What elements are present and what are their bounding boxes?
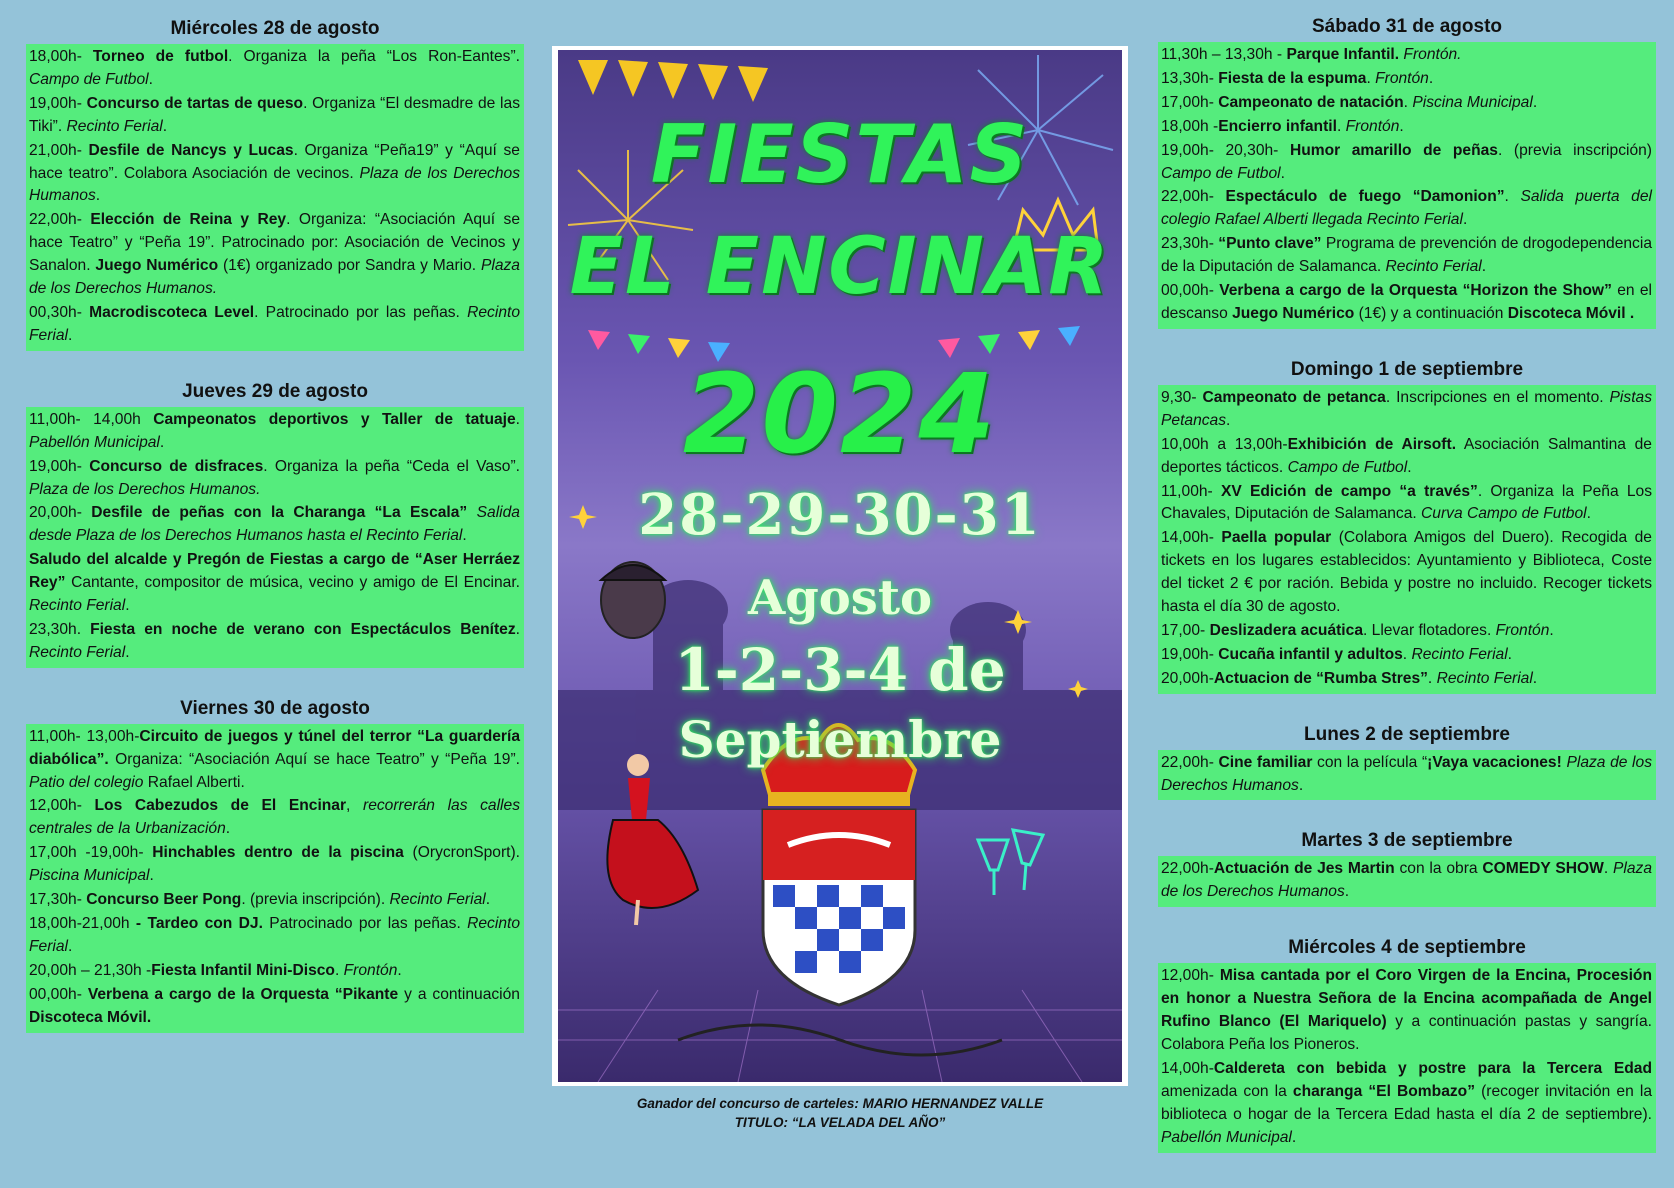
event-text: . <box>485 891 491 909</box>
schedule-event <box>1161 527 1652 619</box>
event-text: . <box>68 937 73 955</box>
poster-dates-august: 28-29-30-31 <box>638 482 1042 548</box>
event-highlight: Humor amarillo de peñas <box>1289 141 1498 159</box>
event-highlight: Circuito de juegos y túnel del terror “La guardería diabólica”. <box>29 727 520 768</box>
event-text: (1€) organizado por Sandra y Mario. <box>218 257 481 275</box>
event-location: Recinto Ferial <box>29 915 520 955</box>
event-text: . <box>1291 1128 1297 1146</box>
schedule-event <box>1161 668 1652 691</box>
schedule-box <box>1158 42 1656 329</box>
schedule-box <box>26 44 524 351</box>
event-text: 14,00h- <box>1161 529 1222 547</box>
schedule-box <box>26 724 524 1033</box>
schedule-event <box>29 46 520 92</box>
event-text: 17,00h- <box>1161 93 1219 111</box>
event-text: . Patrocinado por las peñas. <box>254 303 468 321</box>
event-text: 19,00h- <box>29 94 87 112</box>
schedule-event <box>1161 858 1652 904</box>
event-location: Recinto Ferial <box>29 643 126 661</box>
event-text: . <box>68 326 73 344</box>
event-text: 9,30- <box>1161 388 1203 406</box>
event-text: 18,00h - <box>1161 117 1219 135</box>
event-text: amenizada con la <box>1161 1082 1293 1100</box>
event-highlight: Fiesta de la espuma <box>1218 69 1367 87</box>
event-highlight: Verbena a cargo de la Orquesta “Horizon the Show” <box>1219 282 1612 300</box>
schedule-event <box>1161 752 1652 798</box>
event-text: . <box>1366 69 1376 87</box>
event-highlight: Los Cabezudos de El Encinar <box>94 797 347 815</box>
event-text: . <box>225 820 231 838</box>
event-text <box>467 504 476 521</box>
event-text: . <box>462 527 467 545</box>
schedule-event <box>1161 92 1652 115</box>
event-location: recorrerán las calles centrales de la Urbanización <box>29 797 520 838</box>
event-text: (OrycronSport). <box>403 844 521 862</box>
poster-month-august: Agosto <box>747 570 933 626</box>
right-column <box>1158 12 1656 1179</box>
schedule-box <box>1158 856 1656 907</box>
event-highlight: Campeonato de natación <box>1218 93 1404 111</box>
event-text: 22,00h- <box>1161 753 1219 771</box>
event-text: . <box>1507 645 1513 663</box>
event-text: . (previa inscripción). <box>241 891 390 909</box>
event-text: 00,00h- <box>1161 282 1220 300</box>
event-location: Plaza de los Derechos Humanos <box>1161 860 1652 901</box>
event-highlight: Verbena a cargo de la Orquesta “Pikante <box>87 985 399 1003</box>
event-location: Campo de Futbol <box>29 70 149 88</box>
event-highlight: Fiesta en noche de verano con Espectáculos Benítez <box>90 620 516 638</box>
schedule-event <box>1161 68 1652 91</box>
schedule-event <box>29 140 520 209</box>
event-text: . <box>149 867 154 885</box>
day-title: Domingo 1 de septiembre <box>1290 358 1524 380</box>
event-text: . <box>515 410 520 428</box>
event-location: Plaza de los Derechos Humanos <box>29 164 520 205</box>
event-text: 17,30h- <box>29 891 87 909</box>
event-location: Campo de Futbol <box>1161 164 1281 182</box>
schedule-event <box>29 795 520 841</box>
event-text: 20,00h- <box>1161 669 1214 687</box>
day-title: Miércoles 28 de agosto <box>170 18 380 39</box>
event-location: Piscina Municipal <box>29 867 150 885</box>
event-highlight: Actuación de Jes Martin <box>1213 860 1395 878</box>
event-text: . <box>1481 258 1487 276</box>
event-text: (recoger invitación en la biblioteca o hogar de la Tercera Edad hasta el día 2 de septiembre). <box>1161 1082 1653 1123</box>
schedule-event <box>1161 140 1652 186</box>
schedule-event <box>1161 233 1652 279</box>
event-text: . Llevar flotadores. <box>1363 621 1496 639</box>
event-text: . <box>148 70 153 88</box>
event-text: . <box>1428 69 1434 87</box>
event-highlight: Actuacion de “Rumba Stres” <box>1213 669 1428 687</box>
schedule-event <box>1161 186 1652 232</box>
schedule-event <box>29 209 520 301</box>
event-text: . <box>1399 117 1404 135</box>
schedule-event <box>29 93 520 139</box>
event-text: 11,00h- <box>1161 482 1221 500</box>
event-text: Programa de prevención de drogodependencia de la Diputación de Salamanca. <box>1161 235 1652 276</box>
event-highlight: Discoteca Móvil. <box>29 1008 152 1026</box>
event-location: Patio del colegio <box>29 773 144 791</box>
schedule-event <box>29 456 520 502</box>
event-location: Recinto Ferial <box>1411 645 1508 663</box>
event-text: . <box>1427 669 1437 687</box>
schedule-event <box>29 549 520 618</box>
schedule-box <box>1158 750 1656 801</box>
event-location: Recinto Ferial <box>29 597 126 615</box>
event-highlight: ¡Vaya vacaciones! <box>1427 753 1562 771</box>
schedule-event <box>29 889 520 912</box>
event-location: Salida desde Plaza de los Derechos Humanos hasta el Recinto Ferial <box>29 504 520 545</box>
event-highlight: Juego Numérico <box>1232 304 1355 322</box>
event-text: 11,30h – 13,30h - <box>1161 46 1287 63</box>
schedule-event <box>29 409 520 455</box>
event-text: 17,00- <box>1161 621 1210 639</box>
event-location: Piscina Municipal <box>1412 93 1533 111</box>
poster-year: 2024 <box>682 350 998 478</box>
day-title: Viernes 30 de agosto <box>180 697 370 719</box>
event-text: 12,00h- <box>1161 967 1220 985</box>
event-text: . Organiza la peña “Ceda el Vaso”. <box>263 457 520 475</box>
event-text: . <box>397 961 402 979</box>
event-text: Patrocinado por las peñas. <box>262 915 468 932</box>
event-highlight: Fiesta Infantil Mini-Disco <box>151 961 335 979</box>
event-highlight: Torneo de futbol <box>92 48 229 65</box>
poster-title-fiestas: FIESTAS <box>650 108 1030 201</box>
schedule-event <box>29 842 520 888</box>
schedule-event <box>1161 280 1652 326</box>
event-text: Asociación Salmantina de deportes tácticos. <box>1161 435 1652 476</box>
day-title: Miércoles 4 de septiembre <box>1288 937 1526 959</box>
event-text: 00,30h- <box>29 303 90 321</box>
event-location: Frontón <box>1495 621 1550 639</box>
event-text: 23,30h. <box>29 620 91 638</box>
event-location: Pabellón Municipal <box>29 433 160 451</box>
event-text: 19,00h- <box>29 457 90 475</box>
day-section <box>26 14 524 351</box>
event-text: . <box>1504 188 1521 206</box>
event-text: 10,00h a 13,00h- <box>1161 435 1288 453</box>
event-text: . <box>1336 117 1346 135</box>
schedule-event <box>29 984 520 1030</box>
event-text: . <box>1344 883 1350 901</box>
event-text: . <box>1280 164 1285 182</box>
schedule-event <box>1161 481 1652 527</box>
festival-poster <box>552 46 1128 1086</box>
event-location: Curva Campo de Futbol <box>1421 505 1587 523</box>
event-location: Plaza de los Derechos Humanos. <box>29 480 261 498</box>
event-text: . <box>1603 860 1613 878</box>
schedule-event <box>1161 644 1652 667</box>
event-text: 00,00h- <box>29 985 88 1003</box>
event-location: Recinto Ferial <box>29 303 520 344</box>
event-text: . Organiza la peña “Los Ron-Eantes”. <box>228 48 520 65</box>
event-text: . <box>1462 211 1468 229</box>
poster-dates-september: 1-2-3-4 de <box>674 636 1006 704</box>
event-highlight: Discoteca Móvil . <box>1507 304 1635 322</box>
event-text: . <box>334 961 344 979</box>
event-text: 18,00h-21,00h <box>29 915 136 932</box>
event-location: Pistas Petancas <box>1161 388 1652 429</box>
event-location: Frontón. <box>1403 46 1462 63</box>
schedule-event <box>1161 965 1652 1057</box>
event-text: , <box>346 797 364 815</box>
schedule-event <box>29 302 520 348</box>
event-text: con la película “ <box>1312 753 1428 771</box>
event-highlight: Cucaña infantil y adultos <box>1218 645 1403 663</box>
event-text: . (previa inscripción) <box>1497 141 1652 159</box>
schedule-event <box>1161 116 1652 139</box>
event-location: Salida puerta del colegio Rafael Alberti llegada Recinto Ferial <box>1161 188 1652 229</box>
event-text: 11,00h- 13,00h- <box>29 727 140 745</box>
event-location: Frontón <box>1345 117 1400 135</box>
event-highlight: XV Edición de campo “a través” <box>1220 482 1478 500</box>
event-text: . <box>515 620 520 638</box>
day-section <box>1158 720 1656 801</box>
day-section <box>26 694 524 1033</box>
day-section <box>26 377 524 668</box>
schedule-event <box>1161 1058 1652 1150</box>
day-title: Lunes 2 de septiembre <box>1304 723 1510 745</box>
event-text: 19,00h- 20,30h- <box>1161 141 1290 159</box>
event-text: Rafael Alberti. <box>143 773 245 791</box>
schedule-box <box>1158 963 1656 1152</box>
schedule-event <box>1161 387 1652 433</box>
poster-month-september: Septiembre <box>678 710 1002 769</box>
event-text: Organiza: “Asociación Aquí se hace Teatro” y “Peña 19”. <box>108 750 520 768</box>
event-text: 14,00h- <box>1161 1059 1214 1077</box>
schedule-event <box>29 726 520 795</box>
event-text: . <box>1298 776 1304 794</box>
event-highlight: Macrodiscoteca Level <box>89 303 255 321</box>
day-section <box>1158 933 1656 1152</box>
event-text: . <box>95 187 101 205</box>
event-text: y a continuación <box>398 985 520 1003</box>
event-highlight: Concurso Beer Pong <box>86 891 242 909</box>
event-text: . <box>125 597 130 615</box>
event-text: . <box>1402 645 1412 663</box>
event-text: . <box>1403 93 1413 111</box>
event-highlight: Deslizadera acuática <box>1209 621 1363 639</box>
schedule-event <box>1161 44 1652 67</box>
schedule-event <box>29 913 520 959</box>
event-text: 22,00h- <box>29 211 91 229</box>
event-highlight: Saludo del alcalde y Pregón de Fiestas a cargo de “Aser Herráez Rey” <box>29 551 520 592</box>
event-location: Frontón <box>1375 69 1429 87</box>
event-location: Campo de Futbol <box>1287 458 1408 476</box>
event-text: con la obra <box>1394 860 1483 878</box>
schedule-event <box>29 960 520 983</box>
event-highlight: Exhibición de Airsoft. <box>1287 435 1457 453</box>
event-highlight: Paella popular <box>1221 529 1332 547</box>
event-text: 22,00h- <box>1161 188 1226 206</box>
event-text: 20,00h- <box>29 504 92 522</box>
event-highlight: Concurso de disfraces <box>89 457 264 475</box>
event-location: Recinto Ferial <box>1436 669 1533 687</box>
event-location: Plaza de los Derechos Humanos <box>1161 753 1652 794</box>
poster-illustration <box>558 50 1122 1082</box>
bunting-top <box>578 60 768 102</box>
day-title: Martes 3 de septiembre <box>1301 830 1513 852</box>
day-section <box>1158 355 1656 694</box>
event-text: . <box>1226 411 1231 429</box>
event-text: (Colabora Amigos del Duero). Recogida de tickets en los lugares establecidos: Ayuntamiento y Biblioteca, Coste del ticket 2 € por ración. Bebida y postre no incluido. Recoger tickets hasta el día 30 de agosto. <box>1161 529 1652 616</box>
event-text: . <box>1407 458 1412 476</box>
event-text: . <box>125 643 130 661</box>
day-title: Sábado 31 de agosto <box>1311 16 1503 37</box>
event-highlight: Concurso de tartas de queso <box>86 94 304 112</box>
event-highlight: Parque Infantil. <box>1286 46 1400 63</box>
wine-glasses-icon <box>978 830 1043 895</box>
event-highlight: “Punto clave” <box>1218 235 1322 253</box>
event-text: . Organiza “Peña19” y “Aquí se hace teatro”. Colabora Asociación de vecinos. <box>29 141 520 182</box>
day-title: Jueves 29 de agosto <box>182 380 368 402</box>
event-highlight: COMEDY SHOW <box>1482 860 1604 878</box>
event-highlight: Cine familiar <box>1218 753 1313 771</box>
event-text: . <box>1532 669 1538 687</box>
event-text: 22,00h- <box>1161 860 1214 878</box>
event-text: . <box>159 433 165 451</box>
event-highlight: Hinchables dentro de la piscina <box>152 844 404 862</box>
schedule-event <box>1161 434 1652 480</box>
schedule-box <box>26 407 524 668</box>
event-highlight: Elección de Reina y Rey <box>90 211 287 229</box>
event-highlight: Caldereta con bebida y postre para la Tercera Edad <box>1213 1059 1652 1077</box>
event-text: . Inscripciones en el momento. <box>1385 388 1610 406</box>
event-text: . <box>162 117 168 135</box>
event-location: Frontón <box>343 961 398 979</box>
event-text: 11,00h- 14,00h <box>29 410 154 428</box>
day-section <box>1158 826 1656 907</box>
schedule-box <box>1158 385 1656 694</box>
event-highlight: Espectáculo de fuego “Damonion” <box>1225 188 1505 206</box>
event-text: en el descanso <box>1161 282 1652 322</box>
schedule-event <box>29 502 520 548</box>
day-section <box>1158 12 1656 329</box>
event-highlight: Encierro infantil <box>1218 117 1337 135</box>
event-text: 13,30h- <box>1161 69 1219 87</box>
poster-artwork <box>558 50 1122 1082</box>
event-highlight: Campeonatos deportivos y Taller de tatuaje <box>153 410 516 428</box>
poster-title-encinar: EL ENCINAR <box>569 222 1111 312</box>
caption-winner: Ganador del concurso de carteles: MARIO HERNANDEZ VALLE <box>636 1096 1044 1111</box>
event-text: . <box>1549 621 1554 639</box>
event-text: 21,00h- <box>29 141 89 159</box>
event-location: Recinto Ferial <box>66 117 163 135</box>
event-text: 23,30h- <box>1161 235 1219 253</box>
caption-title: TITULO: “LA VELADA DEL AÑO” <box>734 1115 946 1130</box>
event-text: Cantante, compositor de música, vecino y amigo de El Encinar. <box>65 574 520 592</box>
event-text: 18,00h- <box>29 48 93 65</box>
event-text: (1€) y a continuación <box>1354 304 1508 322</box>
left-column <box>26 14 524 1059</box>
event-text: . <box>1586 505 1591 523</box>
event-text: 17,00h -19,00h- <box>29 844 153 862</box>
event-text: . <box>1532 93 1538 111</box>
event-text: . Organiza “El desmadre de las Tiki”. <box>29 94 520 135</box>
event-text: 19,00h- <box>1161 645 1219 663</box>
event-highlight: Campeonato de petanca <box>1202 388 1386 406</box>
event-text: . Organiza la Peña Los Chavales, Diputación de Salamanca. <box>1161 482 1652 523</box>
event-highlight: Desfile de peñas con la Charanga “La Escala” <box>91 504 468 522</box>
poster-caption <box>552 1094 1128 1132</box>
event-highlight: Desfile de Nancys y Lucas <box>88 141 294 159</box>
schedule-event <box>1161 620 1652 643</box>
event-highlight: Juego Numérico <box>95 257 219 275</box>
event-text: y a continuación pastas y sangría. Colabora Peña los Pioneros. <box>1161 1013 1652 1053</box>
event-highlight: - Tardeo con DJ. <box>135 915 263 932</box>
event-location: Plaza de los Derechos Humanos. <box>29 257 520 298</box>
event-text: . Organiza: “Asociación Aquí se hace Teatro” y “Peña 19”. Patrocinado por: Asociación de Vecinos y Sanalon. <box>29 211 520 275</box>
event-text: 12,00h- <box>29 797 95 815</box>
schedule-event <box>29 619 520 665</box>
event-location: Recinto Ferial <box>389 891 486 909</box>
event-location: Recinto Ferial <box>1385 258 1482 276</box>
event-highlight: charanga “El Bombazo” <box>1292 1082 1475 1100</box>
event-text: 20,00h – 21,30h - <box>29 961 152 979</box>
event-highlight: Misa cantada por el Coro Virgen de la Encina, Procesión en honor a Nuestra Señora de la Encina acompañada de Angel Rufino Blanco (El Mariquelo) <box>1161 967 1652 1031</box>
event-location: Pabellón Municipal <box>1161 1128 1292 1146</box>
